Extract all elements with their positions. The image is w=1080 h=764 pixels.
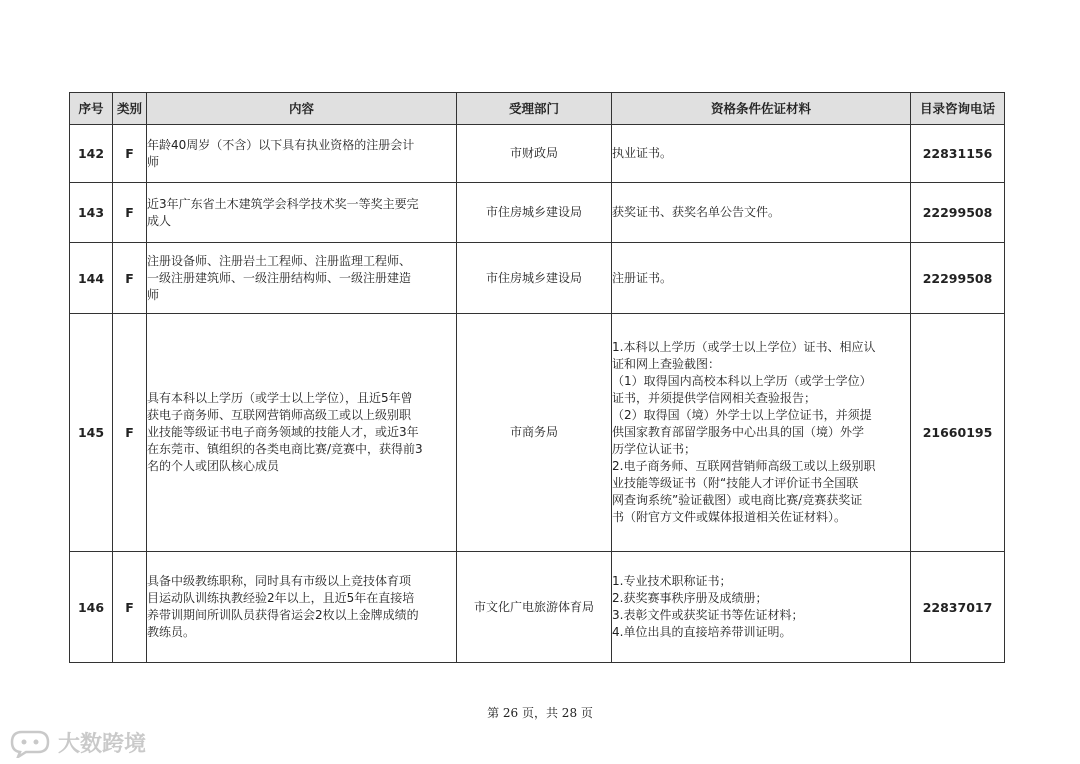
row-serial-number: 145: [70, 314, 113, 552]
table-header-row: [70, 93, 1005, 125]
row-content: [147, 552, 457, 663]
content-line: 获电子商务师、互联网营销师高级工或以上级别职: [147, 408, 412, 422]
row-category: F: [113, 125, 147, 183]
table-row: [70, 125, 1005, 183]
content-line: 年龄40周岁（不含）以下具有执业资格的注册会计: [147, 137, 415, 152]
page-number-footer: 第 26 页，共 28 页: [487, 706, 593, 720]
row-materials: [612, 552, 911, 663]
content-line: 教练员。: [147, 625, 196, 639]
row-materials: [612, 243, 911, 314]
row-serial-number: 146: [70, 552, 113, 663]
row-phone: 22299508: [911, 183, 1005, 243]
material-line: 历学位认证书；: [612, 442, 697, 456]
material-line: 供国家教育部留学服务中心出具的国（境）外学: [612, 425, 865, 439]
row-phone: 22299508: [911, 243, 1005, 314]
content-line: 具有本科以上学历（或学士以上学位），且近5年曾: [147, 391, 413, 405]
table-row: [70, 243, 1005, 314]
material-line: 1.本科以上学历（或学士以上学位）证书、相应认: [612, 340, 876, 354]
material-line: 4.单位出具的直接培养带训证明。: [612, 625, 792, 639]
row-content: [147, 243, 457, 314]
material-line: 1.专业技术职称证书；: [612, 574, 732, 588]
row-category: F: [113, 552, 147, 663]
row-department: 市住房城乡建设局: [457, 243, 612, 314]
row-category: F: [113, 314, 147, 552]
row-serial-number: 143: [70, 183, 113, 243]
header-phone: 目录咨询电话: [911, 93, 1005, 125]
table-row: [70, 183, 1005, 243]
row-materials: [612, 183, 911, 243]
header-materials: 资格条件佐证材料: [612, 93, 911, 125]
material-line: 证和网上查验截图：: [612, 357, 721, 371]
content-line: 成人: [147, 213, 172, 228]
row-serial-number: 144: [70, 243, 113, 314]
material-line: 2.电子商务师、互联网营销师高级工或以上级别职: [612, 459, 876, 473]
content-line: 具备中级教练职称，同时具有市级以上竞技体育项: [147, 574, 412, 588]
content-line: 业技能等级证书电子商务领域的技能人才，或近3年: [147, 425, 419, 439]
material-line: 3.表彰文件或获奖证书等佐证材料；: [612, 608, 804, 622]
row-materials: [612, 125, 911, 183]
content-line: 师: [147, 154, 160, 169]
watermark-text: 大数跨境: [58, 732, 147, 757]
header-department: 受理部门: [457, 93, 612, 125]
row-category: F: [113, 243, 147, 314]
material-line: 网查询系统”验证截图）或电商比赛/竞赛获奖证: [612, 493, 863, 507]
row-department: 市财政局: [457, 125, 612, 183]
row-materials: [612, 314, 911, 552]
material-line: 执业证书。: [612, 146, 673, 160]
content-line: 注册设备师、注册岩土工程师、注册监理工程师、: [147, 253, 412, 268]
content-line: 师: [147, 287, 160, 302]
material-line: 证书，并须提供学信网相关查验报告；: [612, 391, 817, 405]
content-line: 近3年广东省土木建筑学会科学技术奖一等奖主要完: [147, 196, 419, 211]
content-line: 养带训期间所训队员获得省运会2枚以上金牌成绩的: [147, 608, 419, 622]
material-line: （2）取得国（境）外学士以上学位证书，并须提: [612, 408, 872, 422]
material-line: 2.获奖赛事秩序册及成绩册；: [612, 591, 768, 605]
material-line: （1）取得国内高校本科以上学历（或学士学位）: [612, 374, 872, 388]
header-serial-number: 序号: [70, 93, 113, 125]
table-row: [70, 314, 1005, 552]
content-line: 在东莞市、镇组织的各类电商比赛/竞赛中，获得前3: [147, 442, 423, 456]
row-phone: 22831156: [911, 125, 1005, 183]
table-row: [70, 552, 1005, 663]
material-line: 业技能等级证书（附“技能人才评价证书全国联: [612, 476, 859, 490]
row-phone: 21660195: [911, 314, 1005, 552]
row-department: 市文化广电旅游体育局: [457, 552, 612, 663]
content-line: 目运动队训练执教经验2年以上，且近5年在直接培: [147, 591, 415, 605]
row-content: [147, 314, 457, 552]
watermark-logo-icon: [8, 728, 52, 758]
row-department: 市商务局: [457, 314, 612, 552]
row-content: [147, 125, 457, 183]
header-content: 内容: [147, 93, 457, 125]
row-category: F: [113, 183, 147, 243]
row-serial-number: 142: [70, 125, 113, 183]
row-content: [147, 183, 457, 243]
qualification-table: [69, 92, 1005, 663]
content-line: 一级注册建筑师、一级注册结构师、一级注册建造: [147, 270, 412, 285]
material-line: 获奖证书、获奖名单公告文件。: [612, 205, 781, 219]
watermark: [8, 727, 146, 758]
row-phone: 22837017: [911, 552, 1005, 663]
material-line: 注册证书。: [612, 270, 673, 285]
row-department: 市住房城乡建设局: [457, 183, 612, 243]
content-line: 名的个人或团队核心成员: [147, 459, 280, 473]
material-line: 书（附官方文件或媒体报道相关佐证材料）。: [612, 510, 847, 524]
header-category: 类别: [113, 93, 147, 125]
